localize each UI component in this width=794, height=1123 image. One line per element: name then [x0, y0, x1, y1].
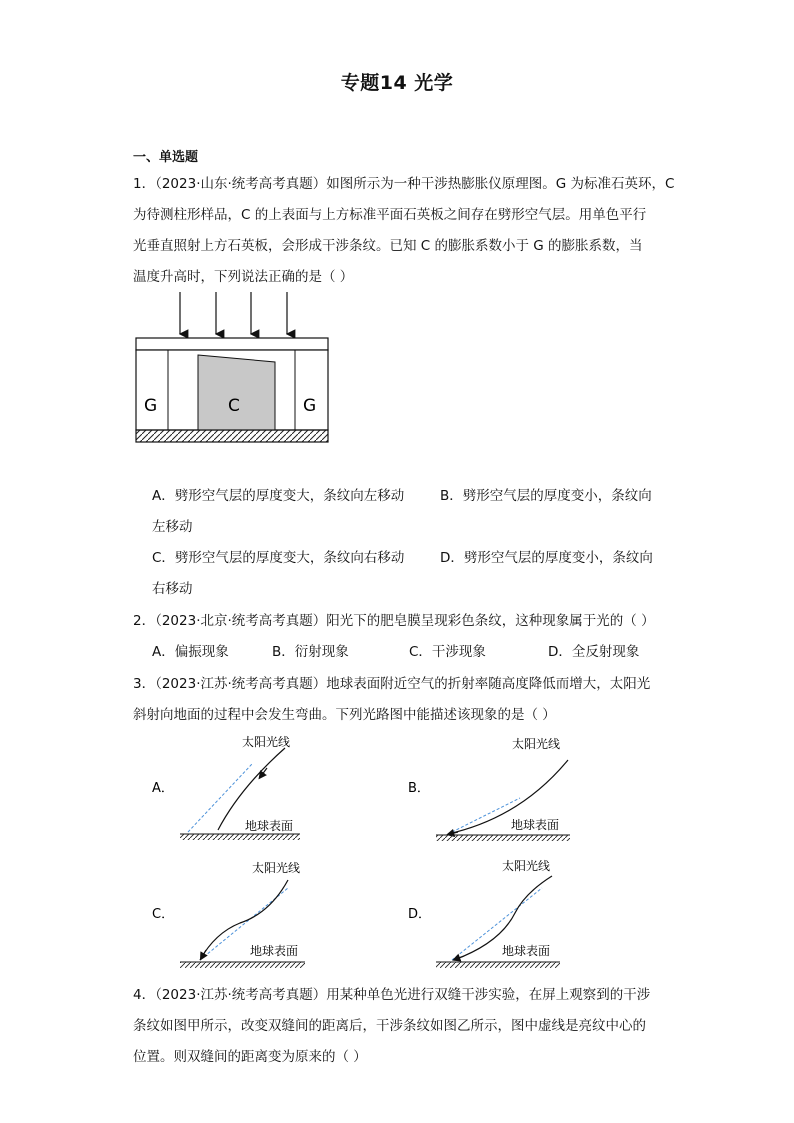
section-heading: 一、单选题: [133, 150, 199, 165]
option-letter: B．: [408, 781, 430, 796]
q3-ray-diagrams: [130, 728, 600, 973]
q1-option-a[interactable]: A．劈形空气层的厚度变大，条纹向左移动: [152, 488, 405, 504]
earth-surface-label: 地球表面: [250, 944, 299, 958]
q1-option-c[interactable]: C．劈形空气层的厚度变大，条纹向右移动: [152, 550, 405, 566]
sunlight-label: 太阳光线: [242, 735, 291, 749]
q1-option-b[interactable]: B．劈形空气层的厚度变小，条纹向: [440, 488, 652, 504]
q2-option-c[interactable]: C．干涉现象: [409, 644, 486, 660]
sample-c: [198, 355, 275, 430]
ground-hatch: [180, 834, 300, 840]
q2-option-d[interactable]: D．全反射现象: [548, 644, 640, 660]
option-letter: D．: [408, 907, 432, 922]
q2-option-a[interactable]: A．偏振现象: [152, 644, 229, 660]
q2-text-line: 2．（2023·北京·统考高考真题）阳光下的肥皂膜呈现彩色条纹，这种现象属于光的（ ）: [133, 613, 655, 629]
earth-surface-label: 地球表面: [511, 818, 560, 832]
ground-hatch: [436, 835, 570, 841]
quartz-plate: [136, 338, 328, 350]
hatched-base: [136, 430, 328, 442]
sunlight-label: 太阳光线: [252, 861, 301, 875]
q1-option-d[interactable]: D．劈形空气层的厚度变小，条纹向: [440, 550, 653, 566]
q3-option-d-figure[interactable]: [408, 858, 560, 968]
ground-hatch: [180, 962, 305, 968]
page-title: 专题14 光学: [340, 72, 454, 94]
earth-surface-label: 地球表面: [245, 819, 294, 833]
q1-text-line-1: 1．（2023·山东·统考高考真题）如图所示为一种干涉热膨胀仪原理图。G 为标准石英环，C: [133, 176, 675, 192]
q3-text-line-1: 3．（2023·江苏·统考高考真题）地球表面附近空气的折射率随高度降低而增大，太阳光: [133, 676, 651, 692]
label-c: C: [228, 396, 240, 416]
q3-text-line-2: 斜射向地面的过程中会发生弯曲。下列光路图中能描述该现象的是（ ）: [133, 707, 556, 723]
q1-interferometer-figure: [130, 290, 335, 450]
option-letter: C．: [152, 907, 175, 922]
ground-hatch: [436, 962, 560, 968]
q2-option-b[interactable]: B．衍射现象: [272, 644, 349, 660]
q4-text-line-2: 条纹如图甲所示，改变双缝间的距离后，干涉条纹如图乙所示，图中虚线是亮纹中心的: [133, 1018, 646, 1034]
sunlight-label: 太阳光线: [512, 737, 561, 751]
earth-surface-label: 地球表面: [502, 944, 551, 958]
sunlight-label: 太阳光线: [502, 859, 551, 873]
q1-text-line-4: 温度升高时，下列说法正确的是（ ）: [133, 269, 354, 285]
q1-text-line-2: 为待测柱形样品，C 的上表面与上方标准平面石英板之间存在劈形空气层。用单色平行: [133, 207, 647, 223]
light-ray: [218, 748, 285, 830]
q3-option-b-figure[interactable]: [408, 736, 570, 841]
q1-text-line-3: 光垂直照射上方石英板，会形成干涉条纹。已知 C 的膨胀系数小于 G 的膨胀系数，当: [133, 238, 643, 254]
label-g-right: G: [303, 396, 317, 416]
option-letter: A．: [152, 781, 174, 796]
q4-text-line-3: 位置。则双缝间的距离变为原来的（ ）: [133, 1049, 367, 1065]
q3-option-c-figure[interactable]: [152, 860, 305, 968]
q1-option-d-cont: 右移动: [152, 581, 193, 597]
q4-text-line-1: 4．（2023·江苏·统考高考真题）用某种单色光进行双缝干涉实验，在屏上观察到的干涉: [133, 987, 651, 1003]
q3-option-a-figure[interactable]: [152, 734, 300, 840]
q1-option-b-cont: 左移动: [152, 519, 193, 535]
label-g-left: G: [144, 396, 158, 416]
